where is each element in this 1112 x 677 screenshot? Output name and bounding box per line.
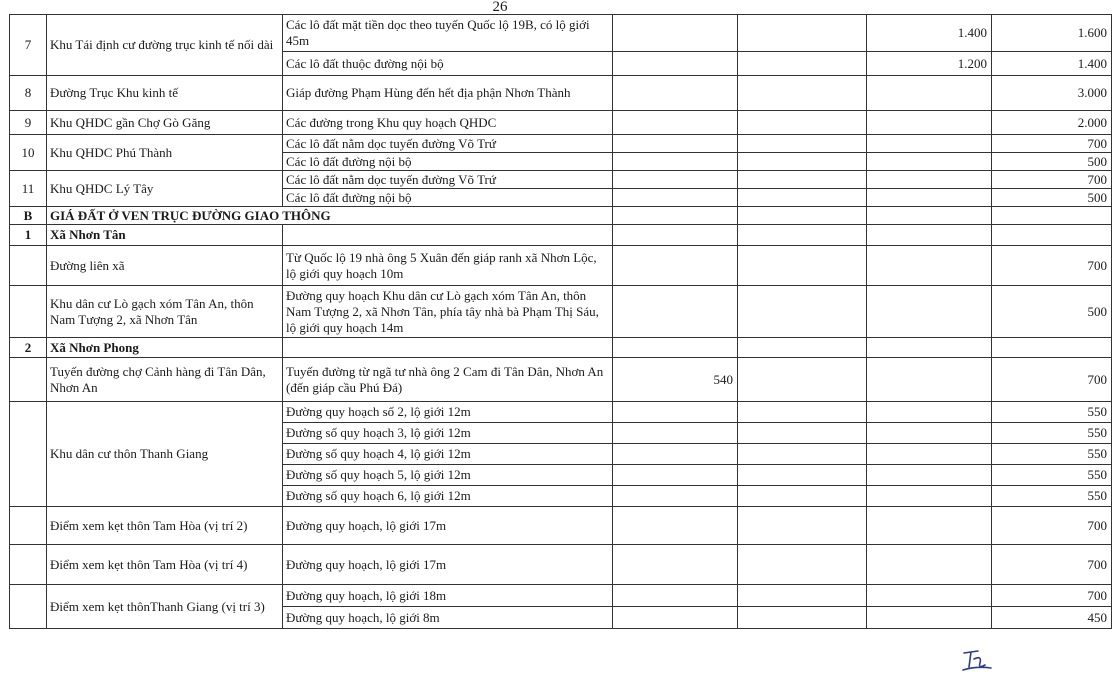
road-segment: Đường quy hoạch, lộ giới 18m: [283, 585, 613, 607]
price-col-2: [738, 545, 867, 585]
table-row: [10, 286, 1112, 338]
row-number: [10, 545, 47, 585]
row-number: [10, 358, 47, 402]
price-col-3: [867, 607, 992, 629]
price-col-4: 500: [992, 189, 1112, 207]
subsection-number: 2: [10, 338, 47, 358]
price-col-2: [738, 153, 867, 171]
price-col-1: [613, 423, 738, 444]
price-col-3: [867, 135, 992, 153]
price-col-1: [613, 286, 738, 338]
price-col-1: [613, 76, 738, 111]
road-segment: Các lô đất đường nội bộ: [283, 153, 613, 171]
subsection-number: 1: [10, 225, 47, 246]
price-col-2: [738, 423, 867, 444]
empty-cell: [867, 338, 992, 358]
price-col-2: [738, 585, 867, 607]
price-col-4: 700: [992, 171, 1112, 189]
empty-cell: [738, 338, 867, 358]
price-col-1: [613, 507, 738, 545]
price-col-1: [613, 402, 738, 423]
road-segment: Giáp đường Phạm Hùng đến hết địa phận Nhơn Thành: [283, 76, 613, 111]
price-col-2: [738, 486, 867, 507]
empty-cell: [738, 207, 867, 225]
section-number: B: [10, 207, 47, 225]
section-heading: GIÁ ĐẤT Ở VEN TRỤC ĐƯỜNG GIAO THÔNG: [47, 207, 613, 225]
commune-name: Xã Nhơn Tân: [47, 225, 283, 246]
table-row: [10, 135, 1112, 153]
price-col-3: [867, 585, 992, 607]
road-segment: Đường quy hoạch, lộ giới 17m: [283, 507, 613, 545]
price-col-2: [738, 286, 867, 338]
signature-stroke: [963, 651, 991, 670]
road-segment: Đường quy hoạch, lộ giới 17m: [283, 545, 613, 585]
price-col-3: [867, 486, 992, 507]
price-col-1: [613, 444, 738, 465]
initials-signature: [960, 647, 994, 673]
price-col-4: 700: [992, 585, 1112, 607]
area-name: Điểm xem kẹt thôn Tam Hòa (vị trí 2): [47, 507, 283, 545]
price-col-4: 1.400: [992, 52, 1112, 76]
price-col-2: [738, 189, 867, 207]
price-col-3: 1.200: [867, 52, 992, 76]
price-col-3: [867, 286, 992, 338]
empty-cell: [992, 207, 1112, 225]
price-col-1: [613, 486, 738, 507]
price-col-1: [613, 545, 738, 585]
price-col-2: [738, 607, 867, 629]
area-name: Khu QHDC Lý Tây: [47, 171, 283, 207]
price-col-3: [867, 545, 992, 585]
row-number: 7: [10, 15, 47, 76]
price-col-4: 2.000: [992, 111, 1112, 135]
road-segment: Các lô đất đường nội bộ: [283, 189, 613, 207]
table-row: [10, 358, 1112, 402]
table-row: [10, 171, 1112, 189]
price-col-4: 700: [992, 246, 1112, 286]
road-segment: Đường số quy hoạch 4, lộ giới 12m: [283, 444, 613, 465]
price-col-3: [867, 153, 992, 171]
price-col-2: [738, 135, 867, 153]
empty-cell: [992, 338, 1112, 358]
price-col-2: [738, 465, 867, 486]
land-price-table: [9, 14, 1112, 629]
road-segment: Các lô đất thuộc đường nội bộ: [283, 52, 613, 76]
area-name: Khu Tái định cư đường trục kinh tế nối dài: [47, 15, 283, 76]
price-col-2: [738, 402, 867, 423]
price-col-2: [738, 15, 867, 52]
price-col-3: [867, 444, 992, 465]
price-col-4: 500: [992, 286, 1112, 338]
price-col-3: [867, 76, 992, 111]
price-col-4: 700: [992, 135, 1112, 153]
price-col-1: [613, 246, 738, 286]
row-number: [10, 507, 47, 545]
road-segment: Đường số quy hoạch 6, lộ giới 12m: [283, 486, 613, 507]
price-col-2: [738, 52, 867, 76]
price-col-2: [738, 246, 867, 286]
empty-cell: [867, 207, 992, 225]
price-col-3: [867, 246, 992, 286]
price-col-2: [738, 358, 867, 402]
price-col-1: [613, 585, 738, 607]
row-number: [10, 286, 47, 338]
area-name: Đường Trục Khu kinh tế: [47, 76, 283, 111]
price-col-3: 1.400: [867, 15, 992, 52]
price-col-1: [613, 171, 738, 189]
price-col-3: [867, 358, 992, 402]
price-col-4: 550: [992, 486, 1112, 507]
price-col-4: 1.600: [992, 15, 1112, 52]
price-col-4: 700: [992, 545, 1112, 585]
page-number: 26: [492, 0, 508, 15]
table-row: [10, 225, 1112, 246]
price-col-1: [613, 189, 738, 207]
road-segment: Đường quy hoạch, lộ giới 8m: [283, 607, 613, 629]
price-col-1: [613, 465, 738, 486]
price-col-1: [613, 153, 738, 171]
road-segment: Đường quy hoạch số 2, lộ giới 12m: [283, 402, 613, 423]
row-number: 8: [10, 76, 47, 111]
empty-cell: [613, 338, 738, 358]
area-name: Điểm xem kẹt thôn Tam Hòa (vị trí 4): [47, 545, 283, 585]
price-col-4: 450: [992, 607, 1112, 629]
empty-cell: [613, 207, 738, 225]
price-col-4: 550: [992, 465, 1112, 486]
price-col-4: 3.000: [992, 76, 1112, 111]
road-segment: Các lô đất mặt tiền dọc theo tuyến Quốc lộ 19B, có lộ giới 45m: [283, 15, 613, 52]
empty-cell: [283, 225, 613, 246]
road-segment: Từ Quốc lộ 19 nhà ông 5 Xuân đến giáp ranh xã Nhơn Lộc, lộ giới quy hoạch 10m: [283, 246, 613, 286]
area-name: Khu QHDC Phú Thành: [47, 135, 283, 171]
row-number: 10: [10, 135, 47, 171]
table-row: [10, 585, 1112, 607]
empty-cell: [867, 225, 992, 246]
price-col-1: [613, 135, 738, 153]
road-segment: Tuyến đường từ ngã tư nhà ông 2 Cam đi Tân Dân, Nhơn An (đến giáp cầu Phú Đá): [283, 358, 613, 402]
area-name: Khu dân cư Lò gạch xóm Tân An, thôn Nam Tượng 2, xã Nhơn Tân: [47, 286, 283, 338]
row-number: [10, 585, 47, 629]
price-col-2: [738, 171, 867, 189]
price-col-4: 500: [992, 153, 1112, 171]
table-row: [10, 111, 1112, 135]
empty-cell: [738, 225, 867, 246]
area-name: Tuyến đường chợ Cảnh hàng đi Tân Dân, Nhơn An: [47, 358, 283, 402]
table-row: [10, 15, 1112, 52]
row-number: 9: [10, 111, 47, 135]
table-row: [10, 338, 1112, 358]
table-row: [10, 402, 1112, 423]
table-row: [10, 507, 1112, 545]
road-segment: Đường số quy hoạch 5, lộ giới 12m: [283, 465, 613, 486]
price-col-3: [867, 171, 992, 189]
road-segment: Các đường trong Khu quy hoạch QHDC: [283, 111, 613, 135]
empty-cell: [283, 338, 613, 358]
price-col-4: 700: [992, 507, 1112, 545]
road-segment: Các lô đất nằm dọc tuyến đường Võ Trứ: [283, 171, 613, 189]
price-col-3: [867, 402, 992, 423]
price-col-2: [738, 111, 867, 135]
price-col-2: [738, 507, 867, 545]
price-col-1: [613, 15, 738, 52]
commune-name: Xã Nhơn Phong: [47, 338, 283, 358]
road-segment: Đường quy hoạch Khu dân cư Lò gạch xóm Tân An, thôn Nam Tượng 2, xã Nhơn Tân, phía tây nhà bà Phạm Thị Sáu, lộ giới quy hoạch 14m: [283, 286, 613, 338]
price-col-4: 700: [992, 358, 1112, 402]
table-row: [10, 545, 1112, 585]
price-col-3: [867, 465, 992, 486]
price-col-4: 550: [992, 444, 1112, 465]
table-row: [10, 207, 1112, 225]
price-col-3: [867, 423, 992, 444]
price-col-4: 550: [992, 402, 1112, 423]
road-segment: Đường số quy hoạch 3, lộ giới 12m: [283, 423, 613, 444]
area-name: Khu QHDC gần Chợ Gò Găng: [47, 111, 283, 135]
empty-cell: [613, 225, 738, 246]
price-col-3: [867, 507, 992, 545]
road-segment: Các lô đất nằm dọc tuyến đường Võ Trứ: [283, 135, 613, 153]
row-number: [10, 402, 47, 507]
price-col-3: [867, 111, 992, 135]
price-col-1: 540: [613, 358, 738, 402]
table-row: [10, 76, 1112, 111]
price-col-3: [867, 189, 992, 207]
price-col-1: [613, 111, 738, 135]
area-name: Điểm xem kẹt thônThanh Giang (vị trí 3): [47, 585, 283, 629]
price-col-2: [738, 444, 867, 465]
price-col-2: [738, 76, 867, 111]
price-col-1: [613, 607, 738, 629]
row-number: [10, 246, 47, 286]
table-row: [10, 246, 1112, 286]
area-name: Khu dân cư thôn Thanh Giang: [47, 402, 283, 507]
price-col-4: 550: [992, 423, 1112, 444]
empty-cell: [992, 225, 1112, 246]
price-col-1: [613, 52, 738, 76]
row-number: 11: [10, 171, 47, 207]
area-name: Đường liên xã: [47, 246, 283, 286]
